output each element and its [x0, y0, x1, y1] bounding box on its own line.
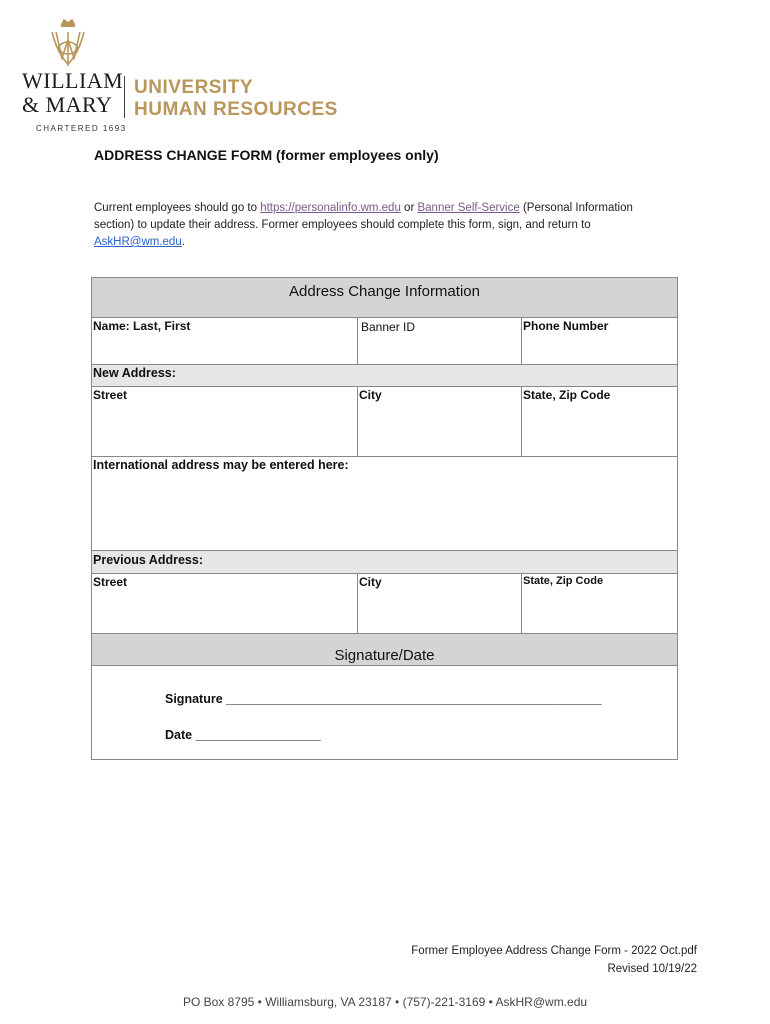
intro-text: Current employees should go to — [94, 202, 261, 214]
prev-state-zip-label: State, Zip Code — [523, 575, 604, 587]
intro-text: (Personal Information section) to update their address. Former employees should complete this form, sign, and return to — [94, 202, 633, 231]
logo-name-line1: WILLIAM — [22, 68, 124, 93]
signature-line: ______________________________________________________ — [226, 692, 602, 706]
section-header-label: Address Change Information — [289, 283, 480, 300]
city-label: City — [359, 388, 382, 402]
new-street-field[interactable] — [92, 387, 357, 456]
date-field[interactable] — [165, 728, 321, 742]
international-label: International address may be entered here: — [93, 458, 349, 472]
date-label: Date — [165, 728, 193, 742]
new-city-field[interactable] — [357, 387, 521, 456]
logo-name-line2: & MARY — [22, 92, 113, 117]
signature-body — [92, 665, 677, 759]
logo-chartered: CHARTERED 1693 — [36, 124, 127, 133]
prev-state-zip-field[interactable] — [521, 574, 677, 633]
intro-text: or — [400, 202, 418, 214]
prev-street-field[interactable] — [92, 574, 357, 633]
footer-address: PO Box 8795 • Williamsburg, VA 23187 • (757)-221-3169 • AskHR@wm.edu — [182, 995, 588, 1009]
previous-address-label: Previous Address: — [93, 553, 203, 567]
footer-file-info — [411, 942, 697, 978]
address-change-table — [91, 277, 678, 760]
new-address-row — [92, 364, 677, 386]
banner-self-service-link[interactable]: Banner Self-Service — [417, 202, 520, 214]
previous-address-row — [92, 550, 677, 573]
new-address-label: New Address: — [93, 366, 176, 380]
footer-revised: Revised 10/19/22 — [607, 963, 697, 975]
phone-field[interactable] — [521, 318, 677, 364]
state-zip-label: State, Zip Code — [523, 388, 611, 402]
logo-unit-line1: UNIVERSITY — [134, 77, 254, 98]
signature-header — [92, 633, 677, 665]
intro-paragraph — [94, 200, 674, 251]
prev-street-label: Street — [93, 575, 128, 589]
prev-city-field[interactable] — [357, 574, 521, 633]
section-header — [92, 278, 677, 317]
cypher-crest-logo — [42, 18, 94, 70]
phone-label: Phone Number — [523, 319, 609, 333]
footer-file-name: Former Employee Address Change Form - 2022 Oct.pdf — [411, 945, 697, 957]
street-label: Street — [93, 388, 128, 402]
international-row — [92, 456, 677, 550]
date-line: __________________ — [195, 728, 321, 742]
name-label: Name: Last, First — [93, 319, 191, 333]
logo-unit-line2: HUMAN RESOURCES — [134, 99, 338, 120]
signature-label: Signature — [165, 692, 223, 706]
prev-street-row — [92, 573, 677, 633]
name-row — [92, 317, 677, 364]
logo-divider — [124, 76, 125, 118]
askhr-email-link[interactable]: AskHR@wm.edu — [94, 236, 182, 248]
prev-city-label: City — [359, 575, 382, 589]
signature-field[interactable] — [165, 692, 602, 706]
personalinfo-link[interactable]: https://personalinfo.wm.edu — [260, 202, 401, 214]
new-street-row — [92, 386, 677, 456]
banner-id-field[interactable] — [357, 318, 521, 364]
intro-text: . — [181, 236, 185, 248]
form-title: ADDRESS CHANGE FORM (former employees only) — [94, 147, 439, 163]
name-field[interactable] — [92, 318, 357, 364]
banner-id-label: Banner ID — [361, 320, 416, 334]
international-address-field[interactable] — [92, 457, 677, 550]
new-state-zip-field[interactable] — [521, 387, 677, 456]
signature-header-label: Signature/Date — [334, 647, 435, 664]
